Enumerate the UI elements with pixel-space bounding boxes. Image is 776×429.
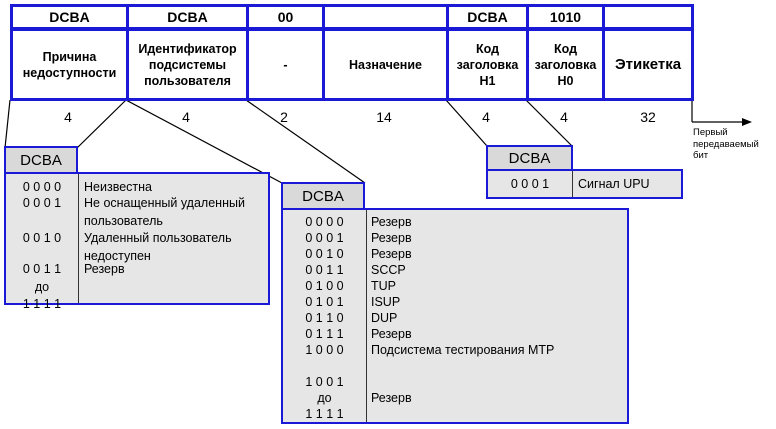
code-description: Резерв	[371, 391, 412, 405]
field-code-cell	[246, 4, 322, 30]
h1-table-header-label: DCBA	[508, 149, 551, 167]
code-description: Удаленный пользователь	[84, 231, 232, 245]
column-divider	[366, 210, 367, 422]
field-code-cell	[10, 4, 126, 30]
field-description-line: H1	[479, 73, 496, 88]
user-table	[281, 208, 629, 424]
field-code-cell	[526, 4, 602, 30]
bit-width-label: 4	[182, 109, 190, 125]
code-value: 0 0 1 0	[22, 231, 62, 245]
code-value: 1 1 1 1	[22, 297, 62, 311]
field-description-cell	[10, 28, 126, 101]
code-value: 0 0 0 1	[510, 177, 550, 191]
cause-table-header-label: DCBA	[20, 151, 62, 169]
code-description: недоступен	[84, 248, 151, 263]
field-description-cell	[246, 28, 322, 101]
code-value: 0 0 1 0	[305, 247, 344, 261]
code-description: Резерв	[371, 215, 412, 229]
first-bit-note	[693, 127, 759, 162]
code-value: 0 0 0 0	[305, 215, 344, 229]
code-description: Резерв	[371, 231, 412, 245]
bit-width-label: 2	[280, 109, 288, 125]
field-description-cell	[446, 28, 526, 101]
code-value: 0 0 1 1	[305, 263, 344, 277]
code-value: 1 1 1 1	[305, 407, 344, 421]
field-description-line: пользователя	[144, 73, 231, 88]
code-value: 0 1 1 0	[305, 311, 344, 325]
bit-width-label: 4	[64, 109, 72, 125]
first-bit-note-line: Первый	[693, 127, 728, 138]
first-bit-note-line: бит	[693, 150, 709, 161]
field-description-line: Этикетка	[614, 55, 682, 73]
code-description: Не оснащенный удаленный	[84, 196, 245, 210]
h1-table	[486, 169, 683, 199]
first-bit-arrowhead	[742, 118, 752, 126]
field-description-line: Назначение	[349, 57, 422, 72]
first-bit-note-line: передаваемый	[693, 138, 759, 150]
field-code: DCBA	[49, 9, 90, 25]
user-table-header	[281, 182, 365, 210]
field-description-line: H0	[557, 73, 574, 88]
field-code-cell	[446, 4, 526, 30]
code-description: Подсистема тестирования MTP	[371, 343, 555, 357]
bit-width-label: 14	[376, 109, 392, 125]
field-description-cell	[322, 28, 446, 101]
code-description: SCCP	[371, 263, 406, 277]
code-value: 0 0 0 1	[22, 196, 62, 210]
field-description-line: заголовка	[456, 57, 519, 72]
field-description-cell	[602, 28, 694, 101]
code-value: до	[34, 279, 50, 294]
field-code-cell	[602, 4, 694, 30]
column-divider	[78, 174, 79, 303]
code-description: Неизвестна	[84, 180, 152, 194]
code-value: 1 0 0 0	[305, 343, 344, 357]
code-value: 1 0 0 1	[305, 375, 344, 389]
field-description-line: -	[283, 57, 288, 72]
connector-cause-left	[5, 100, 10, 148]
code-value: 0 1 0 0	[305, 279, 344, 293]
field-description-line: заголовка	[534, 57, 597, 72]
user-table-header-label: DCBA	[302, 187, 344, 205]
code-value: 0 0 1 1	[22, 262, 62, 276]
column-divider	[572, 171, 573, 197]
field-code-cell	[322, 4, 446, 30]
code-description: пользователь	[84, 213, 163, 228]
bit-width-label: 32	[640, 109, 656, 125]
code-description: DUP	[371, 311, 398, 325]
field-description-line: недоступности	[22, 65, 117, 80]
h1-table-header	[486, 145, 573, 171]
code-value: 0 1 0 1	[305, 295, 344, 309]
field-description-line: Причина	[42, 49, 97, 64]
field-description-line: Код	[553, 41, 578, 56]
bit-width-label: 4	[560, 109, 568, 125]
field-description-line: Код	[475, 41, 500, 56]
code-description: Резерв	[84, 262, 125, 276]
cause-table	[4, 172, 270, 311]
code-description: TUP	[371, 279, 396, 293]
field-description-line: Идентификатор	[138, 41, 237, 56]
code-description: Резерв	[371, 247, 412, 261]
field-code-cell	[126, 4, 246, 30]
field-code: DCBA	[167, 9, 208, 25]
bit-width-label: 4	[482, 109, 490, 125]
code-description: Сигнал UPU	[578, 177, 650, 191]
code-description: ISUP	[371, 295, 401, 309]
code-value: 0 0 0 0	[22, 180, 62, 194]
field-description-line: подсистемы	[148, 57, 227, 72]
field-description-cell	[126, 28, 246, 101]
field-code: 1010	[549, 9, 582, 25]
code-value: 0 0 0 1	[305, 231, 344, 245]
cause-table-header	[4, 146, 78, 174]
code-value: 0 1 1 1	[305, 327, 344, 341]
code-value: до	[317, 391, 332, 405]
field-code: 00	[277, 9, 294, 25]
field-code: DCBA	[467, 9, 508, 25]
code-description: Резерв	[371, 327, 412, 341]
field-description-cell	[526, 28, 602, 101]
